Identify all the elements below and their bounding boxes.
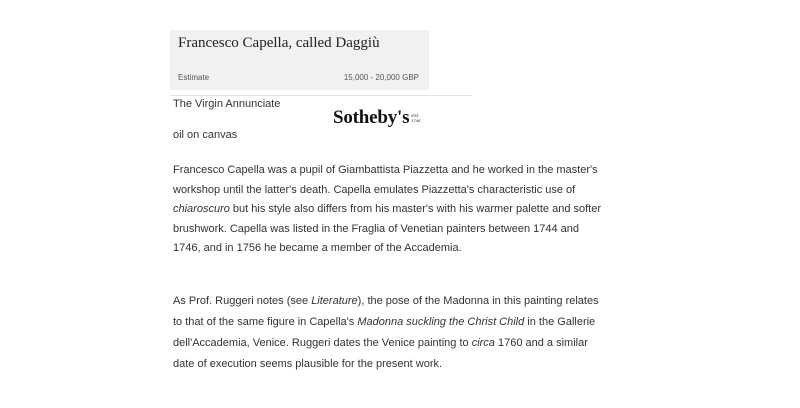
essay-paragraph-1 [173,161,605,259]
essay-p1-text-c: but his style also differs from his master's with his warmer palette and softer brushwork. Capella was listed in the Fraglia of Venetian painters between 1744 and 1746, and in 1756 he became a member of the Accademia. [173,203,602,254]
essay-p2-text-e: in the Gallerie dell'Accademia, Venice. Ruggeri dates the Venice painting to [173,316,596,349]
artist-title: Francesco Capella, called Daggiù [178,35,380,51]
essay-p1-text-a: Francesco Capella was a pupil of Giambattista Piazzetta and he worked in the master's workshop until the latter's death. Capella emulates Piazzetta's characteristic use of [173,164,598,196]
essay-p2-italic-literature: Literature [311,295,358,307]
estimate-label: Estimate [178,73,210,82]
essay-p2-italic-painting-title: Madonna suckling the Christ Child [357,316,525,328]
essay-p2-italic-circa: circa [471,337,495,349]
essay-p1-italic-chiaroscuro: chiaroscuro [173,203,230,215]
estimate-value: 15,000 - 20,000 GBP [343,73,419,82]
lot-header [170,30,429,90]
essay-p2-text-g: 1760 and a similar date of execution seems plausible for the present work. [173,337,588,370]
essay-p2-text-c: ), the pose of the Madonna in this painting relates to that of the same figure in Capella's [173,295,599,328]
lot-title: The Virgin Annunciate [173,98,281,110]
header-divider [170,95,472,96]
lot-medium: oil on canvas [173,129,238,141]
essay-paragraph-2 [173,291,605,375]
sothebys-logo [333,107,421,129]
logo-wordmark: Sotheby's [333,107,410,128]
logo-est-mark: EST 1744 [411,113,421,123]
essay-p2-text-a: As Prof. Ruggeri notes (see [173,295,312,307]
